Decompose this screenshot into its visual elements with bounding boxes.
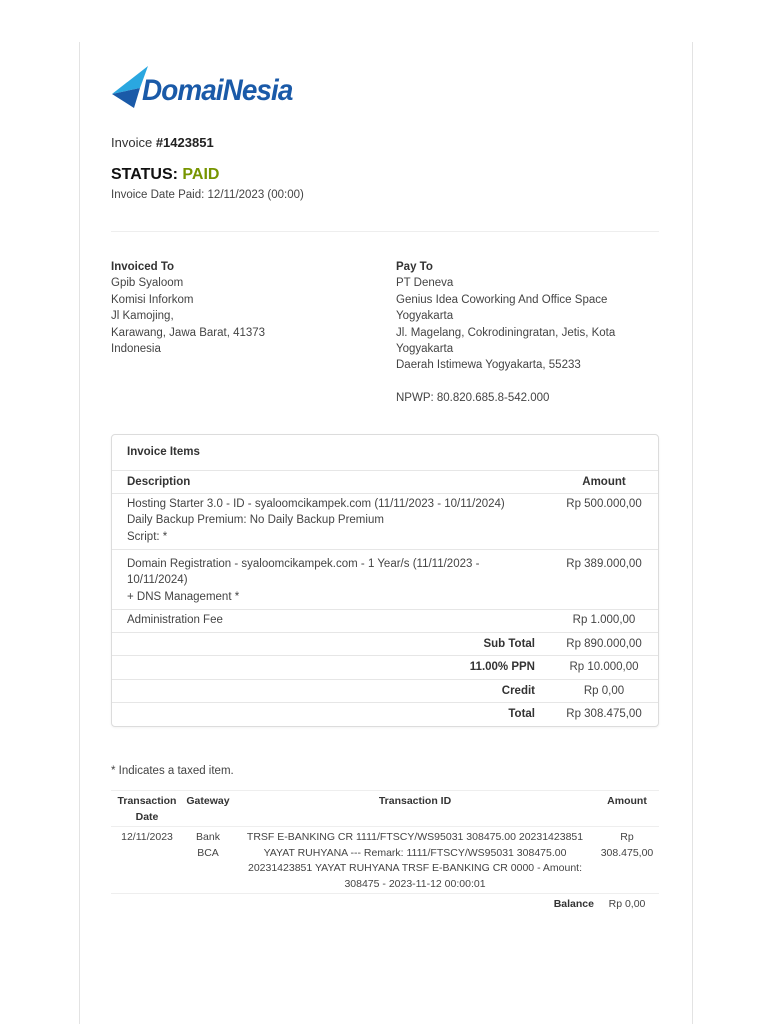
tx-col-gateway: Gateway	[186, 795, 230, 807]
tx-amount	[596, 830, 658, 861]
tx-col-date-line: Date	[135, 810, 159, 823]
invoiced-to-line: Karawang, Jawa Barat, 41373	[111, 326, 266, 339]
tx-gateway	[183, 830, 233, 861]
invoiced-to-line: Jl Kamojing,	[111, 310, 174, 323]
brand-logo	[112, 64, 302, 112]
item-line: Script: *	[127, 530, 168, 543]
col-amount: Amount	[582, 476, 626, 488]
taxed-item-note: * Indicates a taxed item.	[111, 765, 234, 777]
invoiced-to-block	[111, 259, 265, 357]
item-description	[127, 556, 479, 605]
pay-to-block	[396, 259, 615, 406]
pay-to-heading: Pay To	[396, 261, 433, 273]
credit-label: Credit	[501, 685, 535, 697]
tax-value: Rp 10.000,00	[569, 661, 639, 673]
row-divider	[112, 679, 658, 680]
row-divider	[112, 609, 658, 610]
invoice-number-value: #1423851	[155, 135, 214, 150]
divider	[111, 893, 659, 894]
tx-col-id: Transaction ID	[378, 795, 452, 807]
pay-to-line: Daerah Istimewa Yogyakarta, 55233	[396, 359, 581, 372]
col-description: Description	[127, 476, 191, 488]
tx-amount-line: Rp	[620, 831, 634, 843]
invoice-items-panel	[111, 434, 659, 727]
row-divider	[112, 702, 658, 703]
row-divider	[112, 632, 658, 633]
invoiced-to-line: Komisi Inforkom	[111, 293, 194, 306]
item-amount: Rp 1.000,00	[572, 614, 636, 626]
item-description: Administration Fee	[127, 614, 223, 626]
tx-amount-line: 308.475,00	[600, 846, 654, 859]
pay-to-line: Jl. Magelang, Cokrodiningratan, Jetis, Kota	[396, 326, 616, 339]
pay-to-line: Yogyakarta	[396, 310, 454, 323]
item-line: 10/11/2024)	[127, 574, 188, 587]
balance-value: Rp 0,00	[608, 898, 646, 910]
item-line: + DNS Management *	[127, 590, 240, 603]
balance-label: Balance	[553, 898, 594, 910]
tx-gateway-line: BCA	[197, 846, 219, 859]
total-label: Total	[508, 708, 535, 720]
tx-id-line: 20231423851 YAYAT RUHYANA TRSF E-BANKING CR 0000 - Amount:	[247, 862, 583, 874]
row-divider	[112, 655, 658, 656]
npwp: NPWP: 80.820.685.8-542.000	[396, 391, 550, 404]
tx-col-amount: Amount	[607, 795, 647, 807]
tx-id	[240, 830, 590, 892]
invoiced-to-heading: Invoiced To	[111, 261, 175, 273]
item-line: Hosting Starter 3.0 - ID - syaloomcikampek.com (11/11/2023 - 10/11/2024)	[127, 498, 505, 510]
invoice-number	[111, 135, 214, 150]
invoice-items-title: Invoice Items	[127, 446, 200, 458]
tx-gateway-line: Bank	[196, 831, 220, 843]
item-amount: Rp 500.000,00	[566, 498, 642, 510]
subtotal-label: Sub Total	[483, 638, 535, 650]
pay-to-line: Yogyakarta	[396, 343, 454, 356]
tax-label: 11.00% PPN	[469, 661, 535, 673]
divider	[111, 231, 659, 232]
tx-id-line: 308475 - 2023-11-12 00:00:01	[344, 877, 486, 890]
tx-date: 12/11/2023	[121, 831, 173, 843]
tx-col-date	[111, 794, 183, 825]
row-divider	[112, 470, 658, 471]
status-line	[111, 166, 219, 184]
item-amount: Rp 389.000,00	[566, 558, 642, 570]
invoice-date-paid: Invoice Date Paid: 12/11/2023 (00:00)	[111, 189, 304, 201]
divider	[111, 790, 659, 791]
item-description	[127, 496, 505, 545]
tx-col-date-line: Transaction	[117, 795, 177, 807]
divider	[111, 826, 659, 827]
item-line: Domain Registration - syaloomcikampek.com - 1 Year/s (11/11/2023 -	[127, 558, 480, 570]
credit-value: Rp 0,00	[583, 685, 625, 697]
tx-id-line: YAYAT RUHYANA --- Remark: 1111/FTSCY/WS95031 308475.00	[263, 846, 567, 859]
pay-to-line: Genius Idea Coworking And Office Space	[396, 293, 608, 306]
status-label: STATUS:	[111, 166, 178, 183]
status-badge: PAID	[182, 166, 220, 183]
row-divider	[112, 549, 658, 550]
row-divider	[112, 493, 658, 494]
invoiced-to-line: Indonesia	[111, 343, 161, 356]
invoiced-to-line: Gpib Syaloom	[111, 277, 184, 290]
total-value: Rp 308.475,00	[566, 708, 642, 720]
subtotal-value: Rp 890.000,00	[566, 638, 642, 650]
pay-to-line: PT Deneva	[396, 277, 454, 290]
invoice-label: Invoice	[111, 135, 153, 150]
logo-text: DomaiNesia	[142, 74, 293, 107]
item-line: Daily Backup Premium: No Daily Backup Premium	[127, 514, 384, 527]
tx-id-line: TRSF E-BANKING CR 1111/FTSCY/WS95031 308475.00 20231423851	[246, 831, 584, 843]
